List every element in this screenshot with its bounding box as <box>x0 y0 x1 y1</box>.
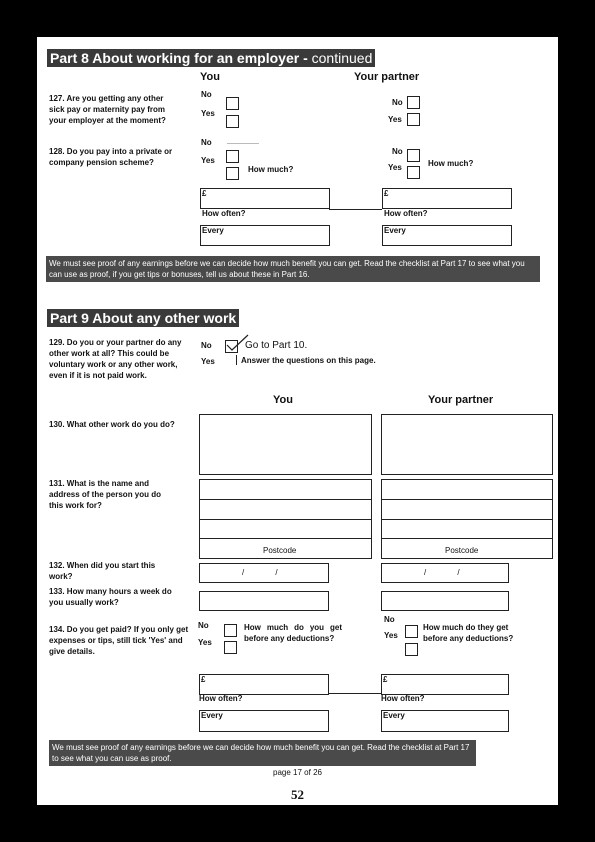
q128-you-how-much: How much? <box>248 165 294 174</box>
q134-you-yes-label: Yes <box>198 638 212 647</box>
q128-text: 128. Do you pay into a private or company pension scheme? <box>49 147 173 167</box>
q134-partner-how-often: How often? <box>381 694 425 703</box>
part9-col-you: You <box>273 394 293 406</box>
q128-you-every: Every <box>202 226 224 235</box>
part9-title: Part 9 About any other work <box>47 309 239 327</box>
q131-you-postcode: Postcode <box>263 546 297 555</box>
q128-you-yes-label: Yes <box>201 156 215 165</box>
q127-partner-no-label: No <box>392 98 403 107</box>
q128-connector-line <box>329 209 382 210</box>
q131-partner-address-field[interactable] <box>381 479 553 559</box>
part9-col-partner: Your partner <box>428 394 494 406</box>
q130-text: 130. What other work do you do? <box>49 420 175 429</box>
q134-you-no-label: No <box>198 621 209 630</box>
q127-partner-no-checkbox[interactable] <box>407 96 420 109</box>
q134-you-yes-checkbox[interactable] <box>224 641 237 654</box>
q129-yes-label: Yes <box>201 357 215 366</box>
q127-you-no-label: No <box>201 90 212 99</box>
q132-partner-date-separators: / / <box>424 568 460 577</box>
q134-partner-every-field[interactable] <box>381 710 509 732</box>
q134-you-currency: £ <box>201 675 206 684</box>
page-number: 52 <box>291 787 304 802</box>
q128-partner-amount-field[interactable] <box>382 188 512 209</box>
q134-you-amount-field[interactable] <box>199 674 329 695</box>
q128-partner-no-label: No <box>392 147 403 156</box>
q128-you-how-often: How often? <box>202 209 246 218</box>
q131-partner-line-2 <box>382 519 552 520</box>
q131-text: 131. What is the name and address of the person you do this work for? <box>49 479 162 510</box>
q134-partner-every: Every <box>383 711 405 720</box>
q134-partner-no-label: No <box>384 615 395 624</box>
q129-no-label: No <box>201 341 212 350</box>
q132-text: 132. When did you start this work? <box>49 561 156 581</box>
q134-connector-line <box>328 693 381 694</box>
q127-you-yes-checkbox[interactable] <box>226 115 239 128</box>
q131-you-line-1 <box>200 499 371 500</box>
q133-text: 133. How many hours a week do you usually work? <box>49 587 172 607</box>
q134-partner-currency: £ <box>383 675 388 684</box>
q128-you-divider <box>227 143 259 144</box>
q131-you-address-field[interactable] <box>199 479 372 559</box>
q134-partner-yes-checkbox[interactable] <box>405 643 418 656</box>
q128-you-yes-checkbox[interactable] <box>226 167 239 180</box>
q127-you-yes-label: Yes <box>201 109 215 118</box>
part8-title <box>47 49 375 67</box>
q129-yes-marker <box>236 355 237 365</box>
q128-partner-currency: £ <box>384 189 389 198</box>
q127-partner-yes-label: Yes <box>388 115 402 124</box>
q134-partner-how-much: How much do they get before any deductions? <box>423 623 514 643</box>
q128-partner-yes-checkbox[interactable] <box>407 166 420 179</box>
q128-partner-every: Every <box>384 226 406 235</box>
page-of-label: page 17 of 26 <box>273 768 322 777</box>
q128-partner-how-often: How often? <box>384 209 428 218</box>
q129-text: 129. Do you or your partner do any other work at all? This could be voluntary work or any other work, even if it is not paid work. <box>49 338 182 380</box>
q128-partner-every-field[interactable] <box>382 225 512 246</box>
q134-you-every-field[interactable] <box>199 710 329 732</box>
q133-you-hours-field[interactable] <box>199 591 329 611</box>
q134-text: 134. Do you get paid? If you only get expenses or tips, still tick 'Yes' and give details. <box>49 625 189 656</box>
q133-partner-hours-field[interactable] <box>381 591 509 611</box>
q134-partner-amount-field[interactable] <box>381 674 509 695</box>
part8-col-you: You <box>200 71 220 83</box>
q128-you-currency: £ <box>202 189 207 198</box>
part9-proof-notice: We must see proof of any earnings before we can decide how much benefit you can get. Read the checklist at Part 17 to see what you can use as proof. <box>49 740 476 766</box>
q130-partner-field[interactable] <box>381 414 553 475</box>
part8-col-partner: Your partner <box>354 71 420 83</box>
q129-answer: Answer the questions on this page. <box>241 356 376 365</box>
q132-partner-date-field[interactable] <box>381 563 509 583</box>
q131-partner-line-3 <box>382 538 552 539</box>
q127-you-no-checkbox[interactable] <box>226 97 239 110</box>
q131-partner-line-1 <box>382 499 552 500</box>
q132-you-date-field[interactable] <box>199 563 329 583</box>
q128-partner-yes-label: Yes <box>388 163 402 172</box>
q128-you-no-label: No <box>201 138 212 147</box>
q134-you-how-often: How often? <box>199 694 243 703</box>
part8-proof-notice: We must see proof of any earnings before we can decide how much benefit you can get. Read the checklist at Part 17 to see what you can use as proof, if you get tips or bonuses, tell us about these in Part 16. <box>46 256 540 282</box>
q127-partner-yes-checkbox[interactable] <box>407 113 420 126</box>
q131-you-line-3 <box>200 538 371 539</box>
q134-you-every: Every <box>201 711 223 720</box>
q127-text: 127. Are you getting any other sick pay or maternity pay from your employer at the moment? <box>49 94 166 125</box>
part8-title-continued: continued <box>311 50 373 66</box>
q132-you-date-separators: / / <box>242 568 278 577</box>
q128-you-amount-field[interactable] <box>200 188 330 209</box>
q131-you-line-2 <box>200 519 371 520</box>
q128-partner-how-much: How much? <box>428 159 474 168</box>
q130-you-field[interactable] <box>199 414 372 475</box>
q131-partner-postcode: Postcode <box>445 546 479 555</box>
q134-you-how-much: How much do you get before any deductions? <box>244 623 342 643</box>
q134-you-no-checkbox[interactable] <box>224 624 237 637</box>
q128-partner-no-checkbox[interactable] <box>407 149 420 162</box>
part8-title-bold: Part 8 About working for an employer - <box>50 50 308 66</box>
q129-go-to-text: Go to Part 10. <box>245 340 308 351</box>
form-page <box>37 37 558 805</box>
q128-you-no-checkbox[interactable] <box>226 150 239 163</box>
q128-you-every-field[interactable] <box>200 225 330 246</box>
q129-go-to <box>245 340 307 351</box>
q134-partner-no-checkbox[interactable] <box>405 625 418 638</box>
q134-partner-yes-label: Yes <box>384 631 398 640</box>
